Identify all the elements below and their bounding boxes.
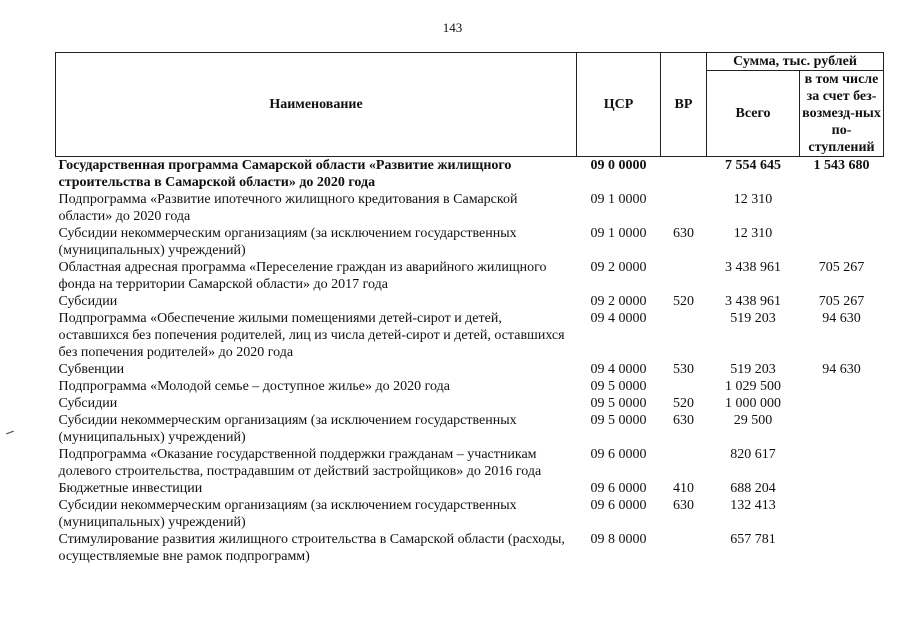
- row-name: Субсидии: [58, 396, 118, 411]
- row-bezv: [800, 446, 884, 480]
- row-name: Субвенции: [58, 362, 125, 377]
- row-csr: 09 8 0000: [590, 532, 647, 547]
- row-vr: 520: [673, 294, 694, 309]
- row-vr: 410: [673, 481, 694, 496]
- row-csr: 09 5 0000: [590, 396, 647, 411]
- table-row: [56, 378, 884, 395]
- row-csr: 09 2 0000: [590, 294, 647, 309]
- header-name: Наименование: [56, 53, 577, 157]
- row-bezv: [800, 191, 884, 225]
- table-row: [56, 531, 884, 565]
- row-name: Подпрограмма «Молодой семье – доступное жилье» до 2020 года: [58, 379, 450, 394]
- row-bezv: 94 630: [822, 362, 861, 377]
- row-total: 12 310: [733, 226, 773, 241]
- row-name: Государственная программа Самарской области «Развитие жилищного строительства в Самарской области» до 2020 года: [58, 158, 512, 190]
- row-total: 657 781: [730, 532, 776, 547]
- row-total: 1 029 500: [725, 379, 781, 394]
- row-name: Бюджетные инвестиции: [58, 481, 203, 496]
- table-row: [56, 310, 884, 361]
- row-vr: [661, 446, 707, 480]
- row-csr: 09 5 0000: [590, 413, 647, 428]
- header-csr: ЦСР: [577, 53, 661, 157]
- row-bezv: [800, 480, 884, 497]
- row-total: 1 000 000: [725, 396, 781, 411]
- row-name: Субсидии некоммерческим организациям (за исключением государственных (муниципальных) учреждений): [58, 226, 517, 258]
- row-bezv: 705 267: [818, 294, 865, 309]
- table-row: [56, 446, 884, 480]
- row-vr: [661, 310, 707, 361]
- row-vr: 630: [673, 226, 694, 241]
- table-row: [56, 191, 884, 225]
- table-row: [56, 225, 884, 259]
- row-total: 7 554 645: [725, 158, 781, 173]
- row-vr: [661, 157, 707, 192]
- row-vr: [661, 259, 707, 293]
- row-vr: 630: [673, 413, 694, 428]
- table-row: [56, 480, 884, 497]
- row-total: 519 203: [730, 362, 776, 377]
- row-name: Субсидии некоммерческим организациям (за исключением государственных (муниципальных) учреждений): [58, 413, 517, 445]
- table-row: [56, 412, 884, 446]
- row-total: 3 438 961: [725, 294, 781, 309]
- budget-table: [55, 52, 884, 565]
- row-csr: 09 1 0000: [590, 226, 647, 241]
- row-csr: 09 6 0000: [590, 498, 647, 513]
- row-name: Стимулирование развития жилищного строительства в Самарской области (расходы, осуществляемые вне рамок подпрограмм): [58, 532, 565, 564]
- row-name: Подпрограмма «Развитие ипотечного жилищного кредитования в Самарской области» до 2020 года: [58, 192, 518, 224]
- row-bezv: 94 630: [822, 311, 861, 326]
- table-row: [56, 259, 884, 293]
- table-body: [56, 157, 884, 566]
- row-bezv: [800, 497, 884, 531]
- row-total: 12 310: [733, 192, 773, 207]
- row-bezv: [800, 225, 884, 259]
- page-number: 143: [442, 20, 463, 35]
- header-vr: ВР: [661, 53, 707, 157]
- row-csr: 09 5 0000: [590, 379, 647, 394]
- row-vr: [661, 531, 707, 565]
- row-vr: 630: [673, 498, 694, 513]
- row-csr: 09 4 0000: [590, 311, 647, 326]
- row-csr: 09 4 0000: [590, 362, 647, 377]
- table-row: [56, 395, 884, 412]
- row-name: Подпрограмма «Оказание государственной поддержки гражданам – участникам долевого строительства, пострадавшим от действий застройщиков» до 2016 года: [58, 447, 542, 479]
- row-vr: 520: [673, 396, 694, 411]
- row-total: 519 203: [730, 311, 776, 326]
- header-total: Всего: [707, 71, 800, 157]
- table-row: [56, 497, 884, 531]
- header-sum-group: Сумма, тыс. рублей: [707, 53, 884, 71]
- row-total: 688 204: [730, 481, 776, 496]
- table-row: [56, 361, 884, 378]
- row-csr: 09 2 0000: [590, 260, 647, 275]
- row-name: Субсидии некоммерческим организациям (за исключением государственных (муниципальных) учреждений): [58, 498, 517, 530]
- row-bezv: 1 543 680: [813, 158, 870, 173]
- row-csr: 09 6 0000: [590, 481, 647, 496]
- row-name: Субсидии: [58, 294, 118, 309]
- scan-mark: [6, 431, 14, 435]
- row-bezv: 705 267: [818, 260, 865, 275]
- row-bezv: [800, 395, 884, 412]
- row-csr: 09 6 0000: [590, 447, 647, 462]
- row-csr: 09 0 0000: [590, 158, 647, 173]
- table-row: [56, 293, 884, 310]
- row-name: Подпрограмма «Обеспечение жилыми помещениями детей-сирот и детей, оставшихся без попечения родителей, лиц из числа детей-сирот и детей, оставшихся без попечения родителей» до 2020 года: [58, 311, 565, 360]
- row-csr: 09 1 0000: [590, 192, 647, 207]
- row-vr: [661, 378, 707, 395]
- row-total: 820 617: [730, 447, 776, 462]
- row-total: 3 438 961: [725, 260, 781, 275]
- row-name: Областная адресная программа «Переселение граждан из аварийного жилищного фонда на территории Самарской области» до 2017 года: [58, 260, 547, 292]
- row-total: 29 500: [733, 413, 773, 428]
- table-row: [56, 157, 884, 192]
- row-bezv: [800, 378, 884, 395]
- header-bezv: в том числе за счет без-возмезд-ных по-ступлений: [800, 71, 884, 157]
- row-vr: [661, 191, 707, 225]
- row-total: 132 413: [730, 498, 776, 513]
- row-bezv: [800, 531, 884, 565]
- row-bezv: [800, 412, 884, 446]
- row-vr: 530: [673, 362, 694, 377]
